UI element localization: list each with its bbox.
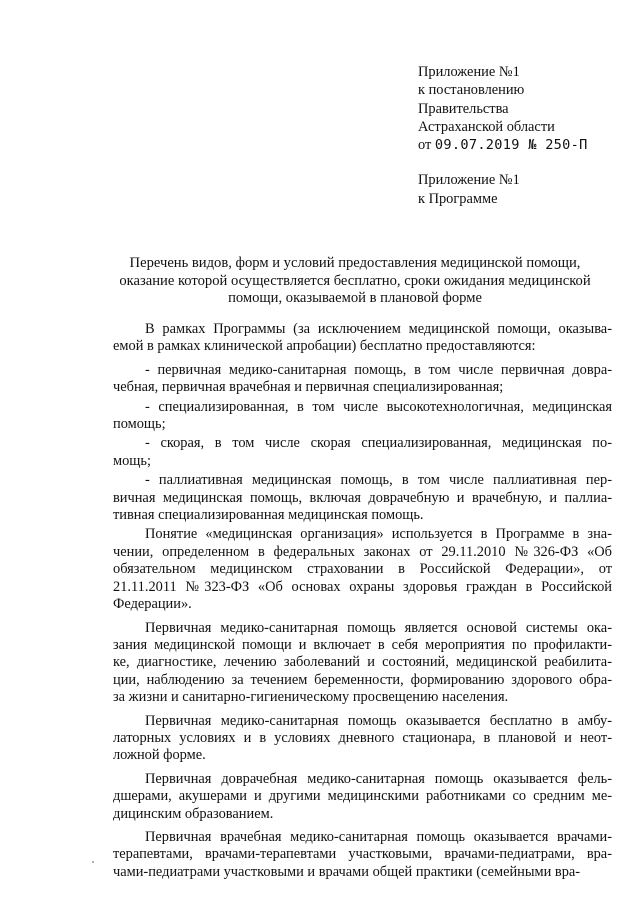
resolution-date-line: [418, 136, 628, 154]
text-line: вичная медицинская помощь, включая доврачебную и врачебную, и паллиа-: [113, 489, 612, 506]
list-item: [113, 472, 612, 524]
list-item: [113, 362, 612, 397]
text-line: за жизни и санитарно-гигиеническому просвещению населения.: [113, 689, 509, 706]
text-line: ложной форме.: [113, 747, 206, 764]
text-line: чебная, первичная врачебная и первичная специализированная;: [113, 379, 504, 396]
title-line: Перечень видов, форм и условий предоставления медицинской помощи,: [129, 255, 581, 271]
date-number-stamp: 09.07.2019 № 250-П: [434, 137, 588, 154]
text-line: дицинским образованием.: [113, 805, 274, 822]
text-line: емой в рамках клинической апробации) бесплатно предоставляются:: [113, 338, 536, 355]
list-item: [113, 435, 612, 470]
text-line: мощь;: [113, 452, 151, 469]
list-item: [113, 399, 612, 434]
title-line: оказание которой осуществляется бесплатно, сроки ожидания медицинской: [119, 272, 591, 289]
appendix-header: [418, 63, 628, 208]
document-body: [113, 321, 612, 887]
title-line: помощи, оказываемой в плановой форме: [228, 290, 482, 307]
document-title: [95, 255, 615, 308]
text-line: ке, диагностике, лечению заболеваний и состояний, медицинской реабилита-: [113, 654, 612, 671]
text-line: ции, наблюдению за течением беременности, формированию здорового обра-: [113, 671, 612, 688]
text-line: - первичная медико-санитарная помощь, в том числе первичная довра-: [145, 361, 612, 378]
text-line: Федерации».: [113, 596, 192, 613]
paragraph: [113, 321, 612, 356]
scan-speck: [92, 861, 94, 863]
header-line: Астраханской области: [418, 118, 555, 135]
text-line: дшерами, акушерами и другими медицинскими работниками со средним ме-: [113, 788, 612, 805]
text-line: - паллиативная медицинская помощь, в том числе паллиативная пер-: [145, 472, 612, 489]
paragraph: [113, 713, 612, 765]
text-line: - скорая, в том числе скорая специализированная, медицинская по-: [145, 435, 612, 452]
text-line: Понятие «медицинская организация» используется в Программе в зна-: [145, 526, 612, 543]
text-line: помощь;: [113, 416, 166, 433]
text-line: В рамках Программы (за исключением медицинской помощи, оказыва-: [145, 321, 612, 337]
text-line: Первичная врачебная медико-санитарная помощь оказывается врачами-: [145, 828, 612, 845]
program-appendix-line: к Программе: [418, 190, 498, 207]
paragraph: [113, 526, 612, 613]
header-line: Приложение №1: [418, 64, 520, 80]
paragraph: [113, 771, 612, 823]
text-line: зания медицинской помощи и включает в себя мероприятия по профилакти-: [113, 636, 612, 653]
program-appendix-line: Приложение №1: [418, 172, 520, 189]
text-line: обязательном медицинском страховании в Российской Федерации», от: [113, 561, 612, 578]
header-line: Правительства: [418, 100, 509, 117]
text-line: Первичная доврачебная медико-санитарная помощь оказывается фель-: [145, 770, 612, 787]
paragraph: [113, 620, 612, 707]
text-line: латорных условиях и в условиях дневного стационара, в плановой и неот-: [113, 729, 612, 746]
text-line: - специализированная, в том числе высокотехнологичная, медицинская: [145, 398, 612, 415]
header-line: к постановлению: [418, 82, 525, 99]
date-prefix: от: [418, 137, 432, 154]
text-line: Первичная медико-санитарная помощь оказывается бесплатно в амбу-: [145, 712, 612, 729]
text-line: тивная специализированная медицинская помощь.: [113, 507, 424, 524]
text-line: Первичная медико-санитарная помощь является основой системы ока-: [145, 619, 612, 636]
text-line: чами-педиатрами участковыми и врачами общей практики (семейными вра-: [113, 863, 581, 880]
paragraph: [113, 829, 612, 881]
text-line: 21.11.2011 №323-ФЗ «Об основах охраны здоровья граждан в Российской: [113, 578, 612, 595]
text-line: чении, определенном в федеральных законах от 29.11.2010 №326-ФЗ «Об: [113, 543, 612, 560]
text-line: терапевтами, врачами-терапевтами участковыми, врачами-педиатрами, вра-: [113, 846, 612, 863]
